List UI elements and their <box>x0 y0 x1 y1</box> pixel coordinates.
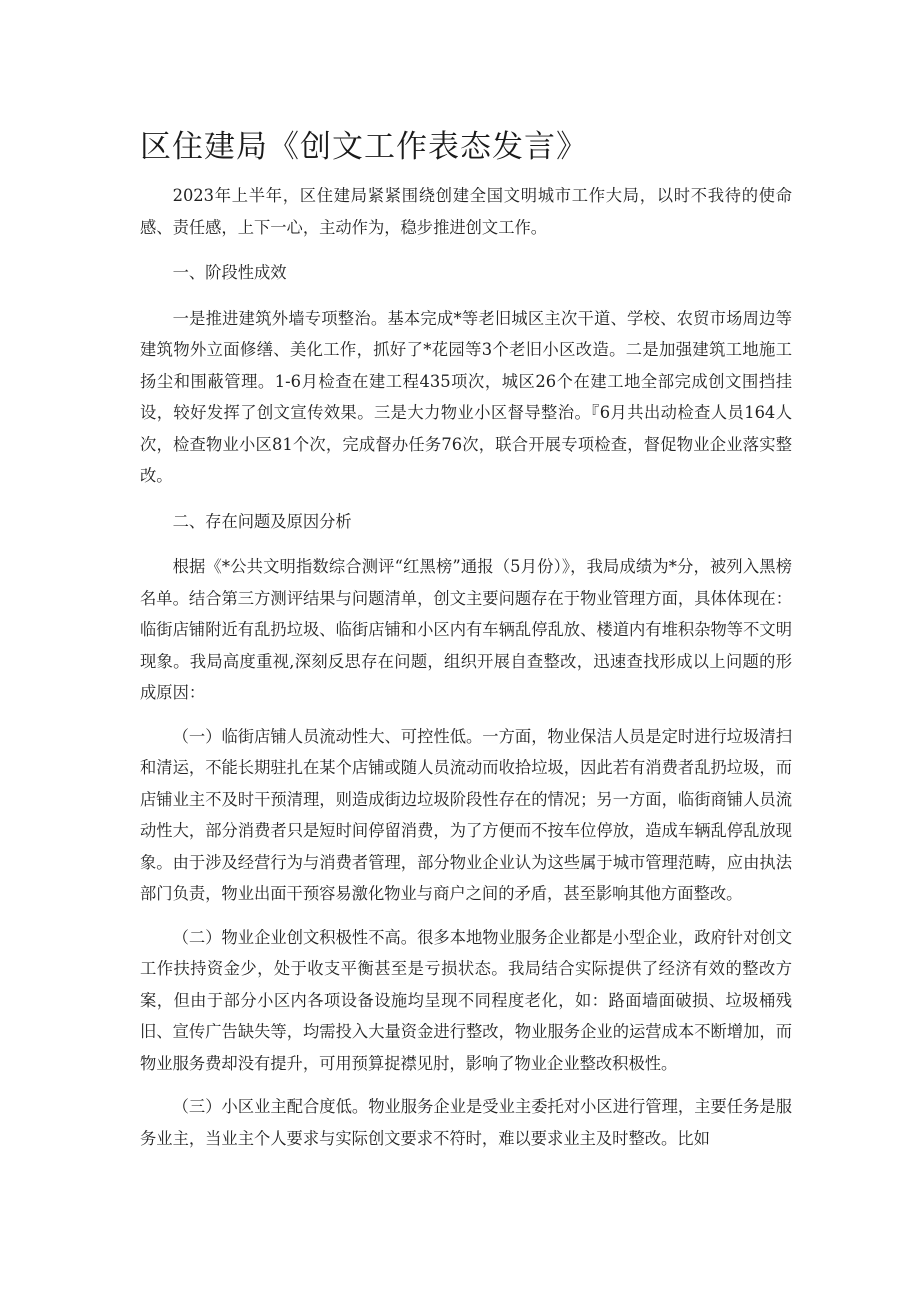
cause-paragraph-1: （一）临街店铺人员流动性大、可控性低。一方面，物业保洁人员是定时进行垃圾清扫和清运，不能长期驻扎在某个店铺或随人员流动而收拾垃圾，因此若有消费者乱扔垃圾，而店铺业主不及时干预清理，则造成街边垃圾阶段性存在的情况；另一方面，临街商铺人员流动性大，部分消费者只是短时间停留消费，为了方便而不按车位停放，造成车辆乱停乱放现象。由于涉及经营行为与消费者管理，部分物业企业认为这些属于城市管理范畴，应由执法部门负责，物业出面干预容易激化物业与商户之间的矛盾，甚至影响其他方面整改。 <box>140 726 792 903</box>
achievements-paragraph: 一是推进建筑外墙专项整治。基本完成*等老旧城区主次干道、学校、农贸市场周边等建筑物外立面修缮、美化工作，抓好了*花园等3个老旧小区改造。二是加强建筑工地施工扬尘和围蔽管理。1-6月检查在建工程435项次，城区26个在建工地全部完成创文围挡挂设，较好发挥了创文宣传效果。三是大力物业小区督导整治。『6月共出动检查人员164人次，检查物业小区81个次，完成督办任务76次，联合开展专项检查，督促物业企业落实整改。 <box>140 308 792 485</box>
cause-paragraph-3: （三）小区业主配合度低。物业服务企业是受业主委托对小区进行管理，主要任务是服务业主，当业主个人要求与实际创文要求不符时，难以要求业主及时整改。比如 <box>140 1097 792 1148</box>
intro-paragraph: 2023年上半年，区住建局紧紧围绕创建全国文明城市工作大局，以时不我待的使命感、责任感，上下一心，主动作为，稳步推进创文工作。 <box>140 186 792 237</box>
document-title: 区住建局《创文工作表态发言》 <box>140 129 588 165</box>
section-heading-achievements: 一、阶段性成效 <box>172 263 287 282</box>
cause-paragraph-2: （二）物业企业创文积极性不高。很多本地物业服务企业都是小型企业，政府针对创文工作扶持资金少，处于收支平衡甚至是亏损状态。我局结合实际提供了经济有效的整改方案，但由于部分小区内各项设备设施均呈现不同程度老化，如：路面墙面破损、垃圾桶残旧、宣传广告缺失等，均需投入大量资金进行整改，物业服务企业的运营成本不断增加，而物业服务费却没有提升，可用预算捉襟见肘，影响了物业企业整改积极性。 <box>140 927 792 1073</box>
section-heading-problems: 二、存在问题及原因分析 <box>172 511 352 531</box>
document-body <box>140 180 792 1154</box>
problems-paragraph: 根据《*公共文明指数综合测评“红黑榜”通报（5月份）》，我局成绩为*分，被列入黑榜名单。结合第三方测评结果与问题清单，创文主要问题存在于物业管理方面，具体体现在：临街店铺附近有乱扔垃圾、临街店铺和小区内有车辆乱停乱放、楼道内有堆积杂物等不文明现象。我局高度重视,深刻反思存在问题，组织开展自查整改，迅速查找形成以上问题的形成原因： <box>140 557 792 702</box>
